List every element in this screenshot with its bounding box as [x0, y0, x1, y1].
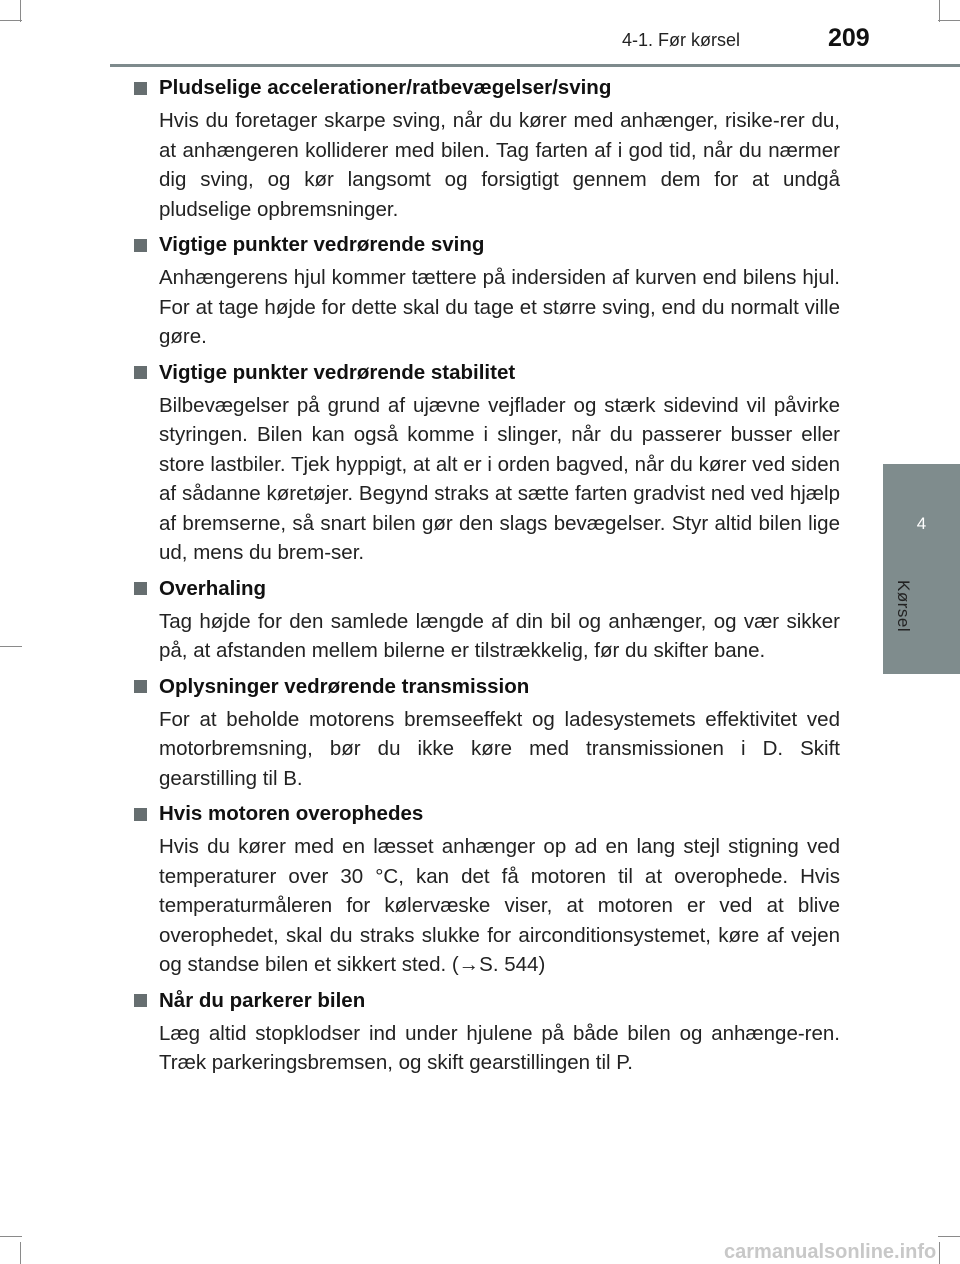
crop-mark: [938, 20, 960, 21]
section-heading: [134, 986, 840, 1016]
section-heading: [134, 799, 840, 829]
section-heading: [134, 230, 840, 260]
chapter-tab: [883, 464, 960, 674]
page-number: 209: [828, 24, 870, 52]
header-rule: [110, 64, 960, 67]
crop-mark: [0, 646, 22, 647]
section-stability: [134, 358, 840, 568]
section-parking: [134, 986, 840, 1078]
section-sudden-maneuvers: [134, 73, 840, 224]
section-body: Tag højde for den samlede længde af din bil og anhænger, og vær sikker på, at afstanden mellem bilerne er tilstrækkelig, før du skifter bane.: [159, 609, 840, 662]
section-heading: [134, 574, 840, 604]
section-heading-text: Når du parkerer bilen: [159, 988, 366, 1012]
section-body: For at beholde motorens bremseeffekt og ladesystemets effektivitet ved motorbremsning, bør du ikke køre med transmissionen i D. Skift gearstilling til B.: [159, 707, 840, 790]
section-heading-text: Vigtige punkter vedrørende sving: [159, 233, 485, 256]
section-overheating: [134, 799, 840, 980]
crop-mark: [938, 1236, 960, 1237]
chapter-tab-number: 4: [916, 514, 927, 533]
section-body: Anhængerens hjul kommer tættere på indersiden af kurven end bilens hjul. For at tage højde for dette skal du tage et større sving, end du normalt ville gøre.: [159, 266, 840, 348]
chapter-title: 4-1. Før kørsel: [622, 30, 741, 50]
section-heading-text: Overhaling: [159, 576, 267, 600]
chapter-tab-label: Kørsel: [894, 580, 913, 633]
section-heading-text: Vigtige punkter vedrørende stabilitet: [159, 360, 516, 384]
section-heading: [134, 73, 840, 103]
section-body: Læg altid stopklodser ind under hjulene på både bilen og anhænge-ren. Træk parkeringsbremsen, og skift gearstillingen til P.: [159, 1021, 840, 1074]
page-content: [134, 73, 840, 1084]
section-body: Hvis du foretager skarpe sving, når du kører med anhænger, risike-rer du, at anhængeren kolliderer med bilen. Tag farten af i god tid, når du nærmer dig sving, og kør langsomt og forsigtigt gennem dem for at undgå pludselige opbremsninger.: [159, 109, 840, 221]
square-bullet-icon: [134, 239, 147, 252]
crop-mark: [939, 1242, 940, 1264]
crop-mark: [20, 1242, 21, 1264]
section-body: Hvis du kører med en læsset anhænger op ad en lang stejl stigning ved temperaturer over 30 °C, kan det få motoren til at overophede. Hvis temperaturmåleren for kølervæske viser, at motoren er ved at blive overophedet, skal du straks slukke for airconditionsystemet, køre af vejen og standse bilen et sikkert sted. (→S. 544): [159, 835, 840, 976]
section-heading: [134, 358, 840, 388]
square-bullet-icon: [134, 82, 147, 95]
square-bullet-icon: [134, 680, 147, 693]
section-heading-text: Pludselige accelerationer/ratbevægelser/sving: [159, 76, 612, 99]
section-transmission: [134, 672, 840, 794]
section-overtaking: [134, 574, 840, 666]
section-turning: [134, 230, 840, 352]
watermark: carmanualsonline.info: [724, 1241, 937, 1263]
square-bullet-icon: [134, 994, 147, 1007]
square-bullet-icon: [134, 366, 147, 379]
square-bullet-icon: [134, 582, 147, 595]
crop-mark: [20, 0, 21, 22]
crop-mark: [939, 0, 940, 22]
section-body: Bilbevægelser på grund af ujævne vejflader og stærk sidevind vil påvirke styringen. Bilen kan også komme i slinger, når du passerer busser eller store lastbiler. Tjek hyppigt, at alt er i orden bagved, når du kører ved siden af sådanne køretøjer. Begynd straks at sætte farten gradvist ned ved hjælp af bremserne, så snart bilen gør den slags bevægelser. Styr altid bilen lige ud, mens du brem-ser.: [159, 393, 840, 564]
crop-mark: [0, 20, 22, 21]
crop-mark: [0, 1236, 22, 1237]
section-heading: [134, 672, 840, 702]
square-bullet-icon: [134, 808, 147, 821]
section-heading-text: Hvis motoren overophedes: [159, 802, 424, 825]
section-heading-text: Oplysninger vedrørende transmission: [159, 674, 530, 698]
